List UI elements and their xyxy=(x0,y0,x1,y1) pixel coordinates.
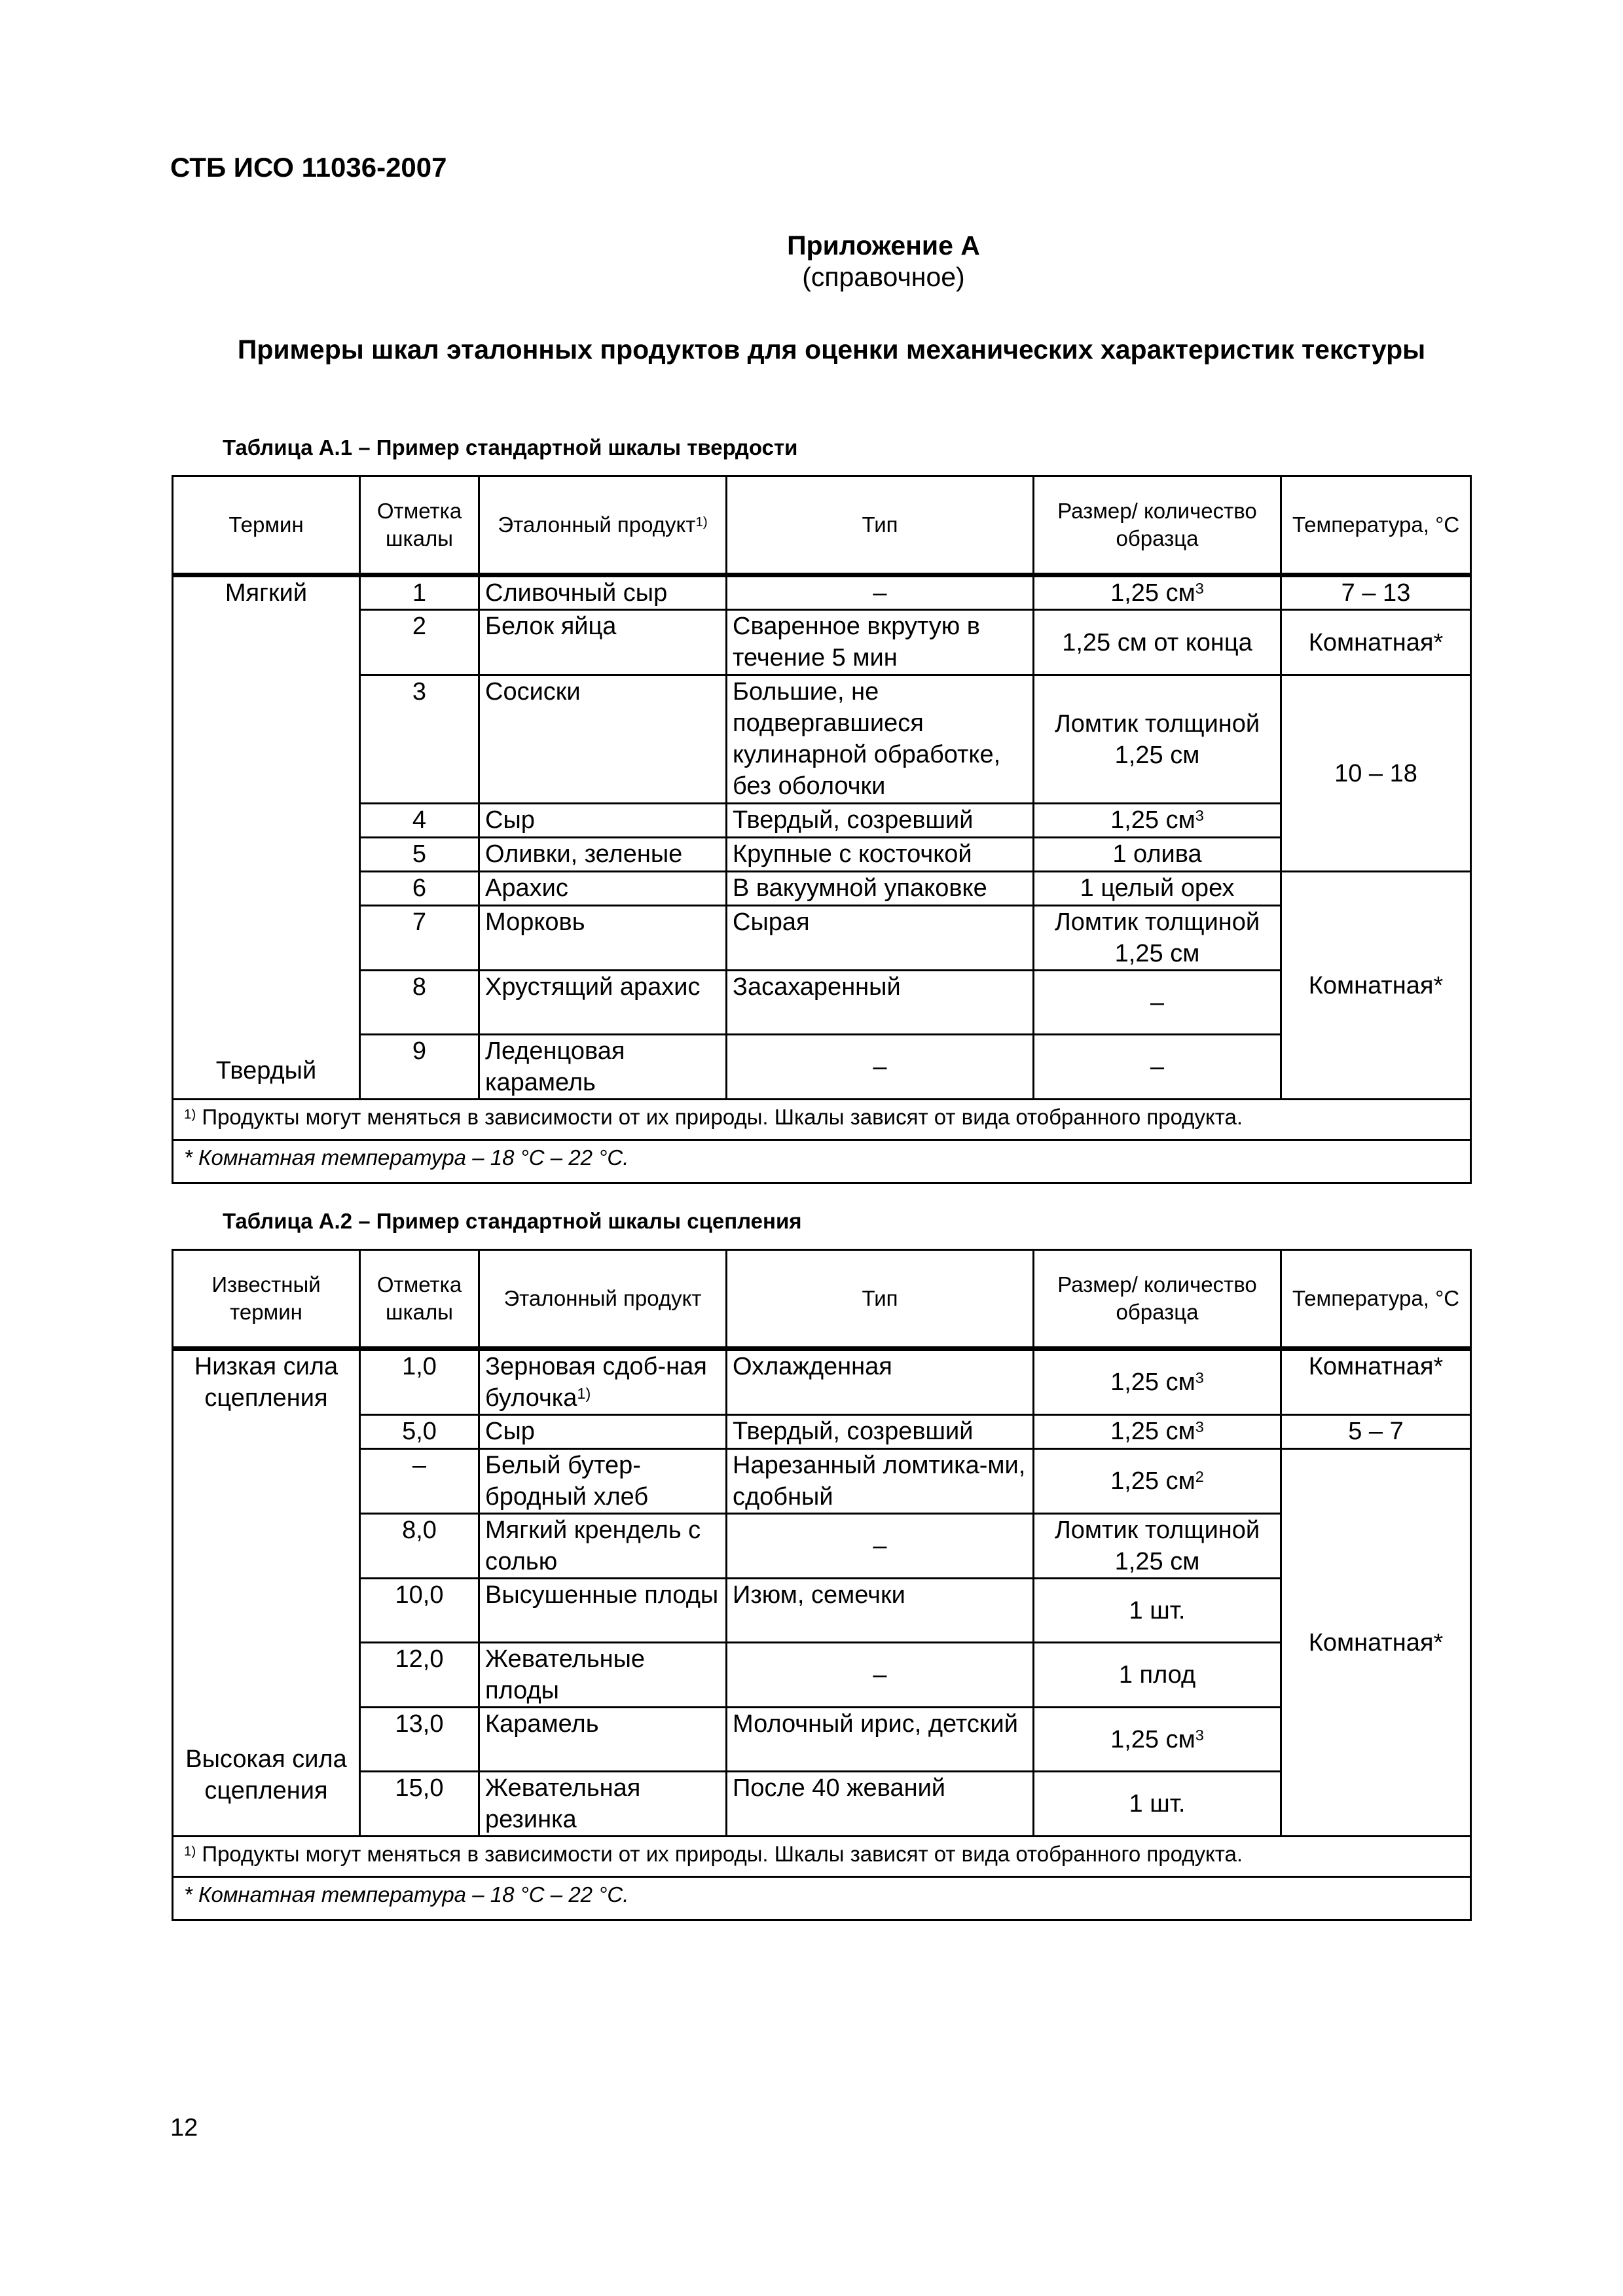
table2-mark: – xyxy=(360,1449,479,1514)
table2-footnote-row xyxy=(173,1837,1471,1877)
table-row xyxy=(173,1514,1471,1579)
table2-type: Молочный ирис, детский xyxy=(727,1708,1034,1772)
table2-mark: 15,0 xyxy=(360,1772,479,1837)
table1-footnote xyxy=(173,1100,1471,1140)
table1-header-product-sup: 1) xyxy=(695,514,708,529)
table2-caption: Таблица А.2 – Пример стандартной шкалы сцепления xyxy=(223,1209,802,1233)
table1-caption: Таблица А.1 – Пример стандартной шкалы твердости xyxy=(223,435,798,459)
table2-size-sup: 3 xyxy=(1195,1726,1204,1744)
table-row xyxy=(173,1772,1471,1837)
table1-mark: 5 xyxy=(360,838,479,872)
table2-mark: 12,0 xyxy=(360,1643,479,1708)
table2-header-product: Эталонный продукт xyxy=(479,1250,727,1349)
table-row xyxy=(173,1708,1471,1772)
table1-size xyxy=(1034,575,1281,610)
table1-header-row xyxy=(173,476,1471,575)
table1-footnote-mark: 1) xyxy=(184,1106,196,1122)
table-row xyxy=(173,838,1471,872)
table2-temp: Комнатная* xyxy=(1281,1449,1471,1837)
table1-header-temp: Температура, °С xyxy=(1281,476,1471,575)
table1-size: 1,25 см от конца xyxy=(1034,610,1281,675)
table1-temp: 7 – 13 xyxy=(1281,575,1471,610)
table1-type: Сваренное вкрутую в течение 5 мин xyxy=(727,610,1034,675)
table1-size: 1 целый орех xyxy=(1034,872,1281,906)
table1-size: – xyxy=(1034,971,1281,1035)
table1-type: – xyxy=(727,575,1034,610)
table1-footnote-text: Продукты могут меняться в зависимости от их природы. Шкалы зависят от вида отобранного продукта. xyxy=(202,1105,1243,1129)
table2-size xyxy=(1034,1415,1281,1449)
table1-mark: 8 xyxy=(360,971,479,1035)
table2-product: Жевательные плоды xyxy=(479,1643,727,1708)
table1-mark: 3 xyxy=(360,675,479,804)
table2-size: 1 плод xyxy=(1034,1643,1281,1708)
table1-header-product xyxy=(479,476,727,575)
table1-temp: Комнатная* xyxy=(1281,872,1471,1100)
table2 xyxy=(172,1249,1472,1921)
table1-term-hard: Твердый xyxy=(215,1057,317,1085)
table2-size xyxy=(1034,1708,1281,1772)
table2-temp: 5 – 7 xyxy=(1281,1415,1471,1449)
table2-product: Белый бутер-бродный хлеб xyxy=(479,1449,727,1514)
table2-size-text: 1,25 см xyxy=(1110,1369,1195,1396)
table2-type: Охлажденная xyxy=(727,1349,1034,1415)
table-row xyxy=(173,1415,1471,1449)
table2-mark: 8,0 xyxy=(360,1514,479,1579)
table1-term-soft: Мягкий xyxy=(225,579,308,607)
table1-size-text: 1,25 см xyxy=(1110,806,1195,834)
table1-type: Засахаренный xyxy=(727,971,1034,1035)
table2-type: – xyxy=(727,1643,1034,1708)
table2-product: Карамель xyxy=(479,1708,727,1772)
annex-heading: Примеры шкал эталонных продуктов для оценки механических характеристик текстуры xyxy=(237,334,1426,365)
table1-mark: 7 xyxy=(360,906,479,971)
table-row xyxy=(173,1349,1471,1415)
table1-mark: 9 xyxy=(360,1035,479,1100)
table1-product: Сливочный сыр xyxy=(479,575,727,610)
table1-term-cell xyxy=(173,575,360,1100)
table1-mark: 6 xyxy=(360,872,479,906)
table2-size-text: 1,25 см xyxy=(1110,1725,1195,1753)
table-row xyxy=(173,1035,1471,1100)
table2-product: Сыр xyxy=(479,1415,727,1449)
table1-note-row xyxy=(173,1140,1471,1183)
table2-size-sup: 3 xyxy=(1195,1369,1204,1387)
table2-size-sup: 3 xyxy=(1195,1418,1204,1436)
table2-header-term: Известный термин xyxy=(173,1250,360,1349)
table1-temp: 10 – 18 xyxy=(1281,675,1471,872)
table2-size: 1 шт. xyxy=(1034,1579,1281,1643)
table1-mark: 4 xyxy=(360,804,479,838)
table1-product: Хрустящий арахис xyxy=(479,971,727,1035)
table1-product: Леденцовая карамель xyxy=(479,1035,727,1100)
table2-mark: 13,0 xyxy=(360,1708,479,1772)
table2-product: Высушенные плоды xyxy=(479,1579,727,1643)
table2-footnote-mark: 1) xyxy=(184,1843,196,1859)
table1-footnote-row xyxy=(173,1100,1471,1140)
table2-type: Твердый, созревший xyxy=(727,1415,1034,1449)
table2-type: Изюм, семечки xyxy=(727,1579,1034,1643)
table1-size: Ломтик толщиной 1,25 см xyxy=(1034,675,1281,804)
table2-size-sup: 2 xyxy=(1195,1468,1204,1486)
table1-type: В вакуумной упаковке xyxy=(727,872,1034,906)
table2-type: – xyxy=(727,1514,1034,1579)
table2-product-sup: 1) xyxy=(577,1385,591,1403)
table1-product: Арахис xyxy=(479,872,727,906)
table1-header-mark: Отметка шкалы xyxy=(360,476,479,575)
table2-type: После 40 жеваний xyxy=(727,1772,1034,1837)
table2-header-temp: Температура, °С xyxy=(1281,1250,1471,1349)
table2-product: Мягкий крендель с солью xyxy=(479,1514,727,1579)
table1-mark: 2 xyxy=(360,610,479,675)
table1-size-sup: 3 xyxy=(1195,580,1204,598)
table-row xyxy=(173,872,1471,906)
table2-temp: Комнатная* xyxy=(1281,1349,1471,1415)
table2-mark: 10,0 xyxy=(360,1579,479,1643)
table1-size-sup: 3 xyxy=(1195,807,1204,825)
table2-product-text: Зерновая сдоб-ная булочка xyxy=(485,1353,707,1412)
annex-type: (справочное) xyxy=(802,262,965,292)
table2-header-size: Размер/ количество образца xyxy=(1034,1250,1281,1349)
table1-product: Сосиски xyxy=(479,675,727,804)
table1-product: Сыр xyxy=(479,804,727,838)
table1-product: Оливки, зеленые xyxy=(479,838,727,872)
table2-note-row xyxy=(173,1877,1471,1920)
table2-size-text: 1,25 см xyxy=(1110,1467,1195,1495)
table1-product: Морковь xyxy=(479,906,727,971)
table1-size-text: 1,25 см xyxy=(1110,579,1195,607)
table1-type: – xyxy=(727,1035,1034,1100)
table-row xyxy=(173,1643,1471,1708)
table2-product xyxy=(479,1349,727,1415)
table-row xyxy=(173,1579,1471,1643)
table2-type: Нарезанный ломтика-ми, сдобный xyxy=(727,1449,1034,1514)
table1-note: * Комнатная температура – 18 °С – 22 °С. xyxy=(173,1140,1471,1183)
table1-header-term: Термин xyxy=(173,476,360,575)
page-number: 12 xyxy=(170,2114,198,2142)
table-row xyxy=(173,575,1471,610)
document-code: СТБ ИСО 11036-2007 xyxy=(170,152,447,183)
table1-product: Белок яйца xyxy=(479,610,727,675)
table1-type: Сырая xyxy=(727,906,1034,971)
table2-header-type: Тип xyxy=(727,1250,1034,1349)
table1-size xyxy=(1034,804,1281,838)
table2-size xyxy=(1034,1349,1281,1415)
table2-footnote xyxy=(173,1837,1471,1877)
table2-size: Ломтик толщиной 1,25 см xyxy=(1034,1514,1281,1579)
table-row xyxy=(173,610,1471,675)
table1-size: Ломтик толщиной 1,25 см xyxy=(1034,906,1281,971)
table1-temp: Комнатная* xyxy=(1281,610,1471,675)
table1-type: Твердый, созревший xyxy=(727,804,1034,838)
table1-size: 1 олива xyxy=(1034,838,1281,872)
table1-header-type: Тип xyxy=(727,476,1034,575)
table2-term-high: Высокая сила сцепления xyxy=(185,1746,347,1804)
table2-mark: 1,0 xyxy=(360,1349,479,1415)
table-row xyxy=(173,971,1471,1035)
table1-type: Большие, не подвергавшиеся кулинарной обработке, без оболочки xyxy=(727,675,1034,804)
table2-size xyxy=(1034,1449,1281,1514)
table1-size: – xyxy=(1034,1035,1281,1100)
table-row xyxy=(173,1449,1471,1514)
table-row xyxy=(173,804,1471,838)
table2-header-row xyxy=(173,1250,1471,1349)
annex-title: Приложение А xyxy=(787,230,980,260)
table1-header-size: Размер/ количество образца xyxy=(1034,476,1281,575)
table2-note: * Комнатная температура – 18 °С – 22 °С. xyxy=(173,1877,1471,1920)
table1 xyxy=(172,475,1472,1184)
table-row xyxy=(173,906,1471,971)
table2-mark: 5,0 xyxy=(360,1415,479,1449)
table1-type: Крупные с косточкой xyxy=(727,838,1034,872)
table2-term-low: Низкая сила сцепления xyxy=(194,1353,338,1412)
table2-size-text: 1,25 см xyxy=(1110,1418,1195,1445)
table2-term-cell xyxy=(173,1349,360,1837)
table2-footnote-text: Продукты могут меняться в зависимости от их природы. Шкалы зависят от вида отобранного продукта. xyxy=(202,1842,1243,1866)
table1-mark: 1 xyxy=(360,575,479,610)
table2-product: Жевательная резинка xyxy=(479,1772,727,1837)
table2-header-mark: Отметка шкалы xyxy=(360,1250,479,1349)
table-row xyxy=(173,675,1471,804)
table2-size: 1 шт. xyxy=(1034,1772,1281,1837)
table1-header-product-text: Эталонный продукт xyxy=(498,512,696,537)
